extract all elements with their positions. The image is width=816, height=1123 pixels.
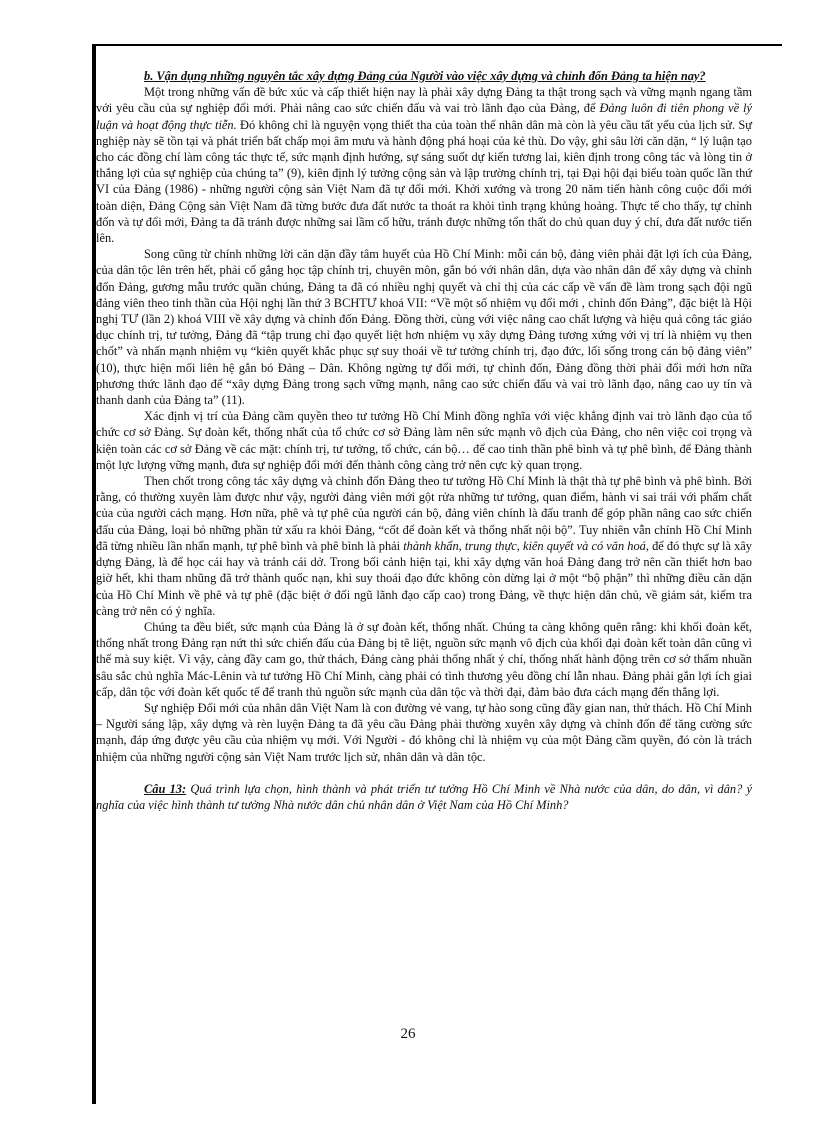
paragraph-4-emphasis: thành khẩn, trung thực, kiên quyết và có văn hoá, (403, 538, 649, 553)
question-label: Câu 13: (144, 781, 187, 796)
paragraph-1-text-b: Đó không chỉ là nguyện vọng thiết tha của toàn thể nhân dân mà còn là yêu cầu tất yếu của lịch sử. Sự nghiệp này sẽ tồn tại và phát triển bất chấp mọi âm mưu và hành động phá hoại của kẻ thù. Do vậy, ghi sâu lời căn dặn, “ lý luận tạo cho các đồng chí làm công tác thực tế, sức mạnh định hướng, sự sáng suốt dự kiến tương lai, kiên định trong công tác và lòng tin ở thắng lợi của sự nghiệp của chúng ta” (9), kiên định lý tưởng cộng sản và lập trường chính trị, tại Đại hội đại biểu toàn quốc lần thứ VI của Đảng (1986) - những người cộng sản Việt Nam đã tự đổi mới. Khởi xướng và trong 20 năm tiến hành công cuộc đổi mới toàn diện, Đảng Cộng sản Việt Nam đã từng bước đưa đất nước ta thoát ra khỏi tình trạng khủng hoảng. Thực tế cho thấy, tự chỉnh đốn và tự đổi mới, Đảng ta đã tránh được những sai lầm cố hữu, tránh được những tổn thất do chủ quan duy ý chí, đưa đất nước tiến lên. (96, 117, 752, 246)
paragraph-4-text-b: để đó thực sự là xây dựng Đảng, là để học cái hay và tránh cái dở. Trong bối cảnh hiện tại, khi xây dựng văn hoá Đảng đang trở nên cần thiết hơn bao giờ hết, khi tham nhũng đã trở thành quốc nạn, khi suy thoái đạo đức không còn dừng lại ở một “bộ phận” thì những điều căn dặn của Hồ Chí Minh về phê và tự phê (đặc biệt ở đối ngũ lãnh đạo cấp cao) trong Đảng, về thực hiện dân chủ, về giám sát, kiểm tra càng trở nên có ý nghĩa. (96, 538, 752, 618)
question-text: Quá trình lựa chọn, hình thành và phát triển tư tưởng Hồ Chí Minh về Nhà nước của dân, do dân, vì dân? ý nghĩa của việc hình thành tư tưởng Nhà nước dân chủ nhân dân ở Việt Nam của Hồ Chí Minh? (96, 781, 752, 812)
paragraph-1-text-a: Một trong những vấn đề bức xúc và cấp thiết hiện nay là phải xây dựng Đảng ta thật trong sạch và vững mạnh ngang tầm với yêu cầu của sự nghiệp đổi mới. Phải nâng cao sức chiến đấu và vai trò lãnh đạo của Đảng, để (96, 85, 752, 116)
paragraph-1-emphasis: Đảng luôn đi tiên phong về lý luận và hoạt động thực tiễn. (96, 101, 752, 132)
question-13 (96, 781, 752, 813)
paragraph-4-text-a: Then chốt trong công tác xây dựng và chỉnh đốn Đảng theo tư tưởng Hồ Chí Minh là thật thà tự phê bình và phê bình. Bởi rằng, có thường xuyên làm được như vậy, người đảng viên mới gột rửa những tư tưởng, quan điểm, hành vi sai trái với phẩm chất của của người cách mạng. Hơn nữa, phê và tự phê của người cán bộ, đảng viên chính là đấu tranh để góp phần nâng cao sức chiến đấu của Đảng, loại bỏ những phần tử xấu ra khỏi Đảng, “cốt để đoàn kết và thống nhất nội bộ”. Tuy nhiên vẫn chính Hồ Chí Minh đã từng nhiều lần nhấn mạnh, tự phê bình và phê bình là phải (96, 474, 752, 553)
paragraph-6-text: Sự nghiệp Đổi mới của nhân dân Việt Nam là con đường vẻ vang, tự hào song cũng đầy gian nan, thử thách. Hồ Chí Minh – Người sáng lập, xây dựng và rèn luyện Đảng ta đã yêu cầu Đảng phải thường xuyên xây dựng và chỉnh đốn để tăng cường sức mạnh, đáp ứng được yêu cầu của nhiệm vụ mới. Với Người - đó không chỉ là nhiệm vụ của một Đảng cầm quyền, đó còn là trách nhiệm của những người cộng sản Việt Nam trước lịch sử, nhân dân và dân tộc. (96, 700, 752, 764)
paragraph-5 (96, 619, 752, 700)
page-top-border (92, 44, 782, 46)
paragraph-5-text: Chúng ta đều biết, sức mạnh của Đảng là ở sự đoàn kết, thống nhất. Chúng ta càng không quên rằng: khi khối đoàn kết, thống nhất trong Đảng rạn nứt thì sức chiến đấu của Đảng bị tê liệt, nguồn sức mạnh vô địch của khối đại đoàn kết toàn dân cũng vì thế mà suy kiệt. Vì vậy, càng đầy cam go, thử thách, Đảng càng phải thống nhất ý chí, thống nhất hành động trên cơ sở thấm nhuần sâu sắc chủ nghĩa Mác-Lênin và tư tưởng Hồ Chí Minh, càng phải có tình thương yêu đồng chí lẫn nhau. Đảng phải gắn lợi ích giai cấp, dân tộc với đoàn kết quốc tế để tranh thủ nguồn sức mạnh của dân tộc và thời đại, đảm bảo đưa cách mạng đến thắng lợi. (96, 619, 752, 699)
paragraph-3 (96, 408, 752, 473)
section-heading: b. Vận dụng những nguyên tắc xây dựng Đảng của Người vào việc xây dựng và chỉnh đốn Đảng ta hiện nay? (144, 69, 706, 83)
page-number: 26 (400, 1026, 416, 1042)
paragraph-6 (96, 700, 752, 765)
paragraph-2 (96, 246, 752, 408)
document-body (96, 68, 752, 813)
paragraph-4 (96, 473, 752, 619)
paragraph-3-text: Xác định vị trí của Đảng cầm quyền theo tư tưởng Hồ Chí Minh đồng nghĩa với việc khẳng định vai trò lãnh đạo của tổ chức cơ sở Đảng. Sự đoàn kết, thống nhất của tổ chức cơ sở Đảng làm nên sức mạnh vô địch của Đảng, cho nên việc coi trọng và kiện toàn các cơ sở Đảng về các mặt: chính trị, tư tưởng, tổ chức, cán bộ… để cao tinh thần phê bình và tự phê bình, để Đảng thành một lực lượng vững mạnh, đưa sự nghiệp đổi mới đến thành công càng trở nên cực kỳ quan trọng. (96, 409, 752, 472)
paragraph-2-text: Song cũng từ chính những lời căn dặn đầy tâm huyết của Hồ Chí Minh: mỗi cán bộ, đảng viên phải đặt lợi ích của Đảng, của dân tộc lên trên hết, phải cố gắng học tập chính trị, chuyên môn, gắn bó với nhân dân, dựa vào nhân dân để xây dựng và chỉnh đốn Đảng, gương mẫu trước quần chúng, Đảng ta đã có nhiều nghị quyết và chỉ thị của các cấp về vấn đề làm trong sạch đội ngũ đảng viên theo tinh thần của Hội nghị lần thứ 3 BCHTƯ khoá VII: “Về một số nhiệm vụ đổi mới , chỉnh đốn Đảng”, đặc biệt là Hội nghị TƯ (lần 2) khoá VIII về xây dựng và chỉnh đốn Đảng. Đồng thời, cùng với việc nâng cao chất lượng và hiệu quả công tác giáo dục chính trị, tư tưởng, Đảng đã “tập trung chỉ đạo quyết liệt hơn nhiệm vụ xây dựng Đảng tương xứng với vị trí là nhiệm vụ then chốt” và nhấn mạnh nhiệm vụ “kiên quyết khắc phục sự suy thoái về tư tưởng chính trị, đạo đức, lối sống trong cán bộ đảng viên” (10), thực hiện mối liên hệ gắn bó Đảng – Dân. Không ngừng tự đổi mới, tự chỉnh đốn, Đảng đồng thời phải đổi mới hơn nữa phương thức lãnh đạo để “xây dựng Đảng trong sạch vững mạnh, nâng cao sức chiến đấu và vai trò lãnh đạo, nâng cao uy tín và thanh danh của Đảng ta” (11). (96, 247, 752, 408)
paragraph-1 (96, 84, 752, 246)
